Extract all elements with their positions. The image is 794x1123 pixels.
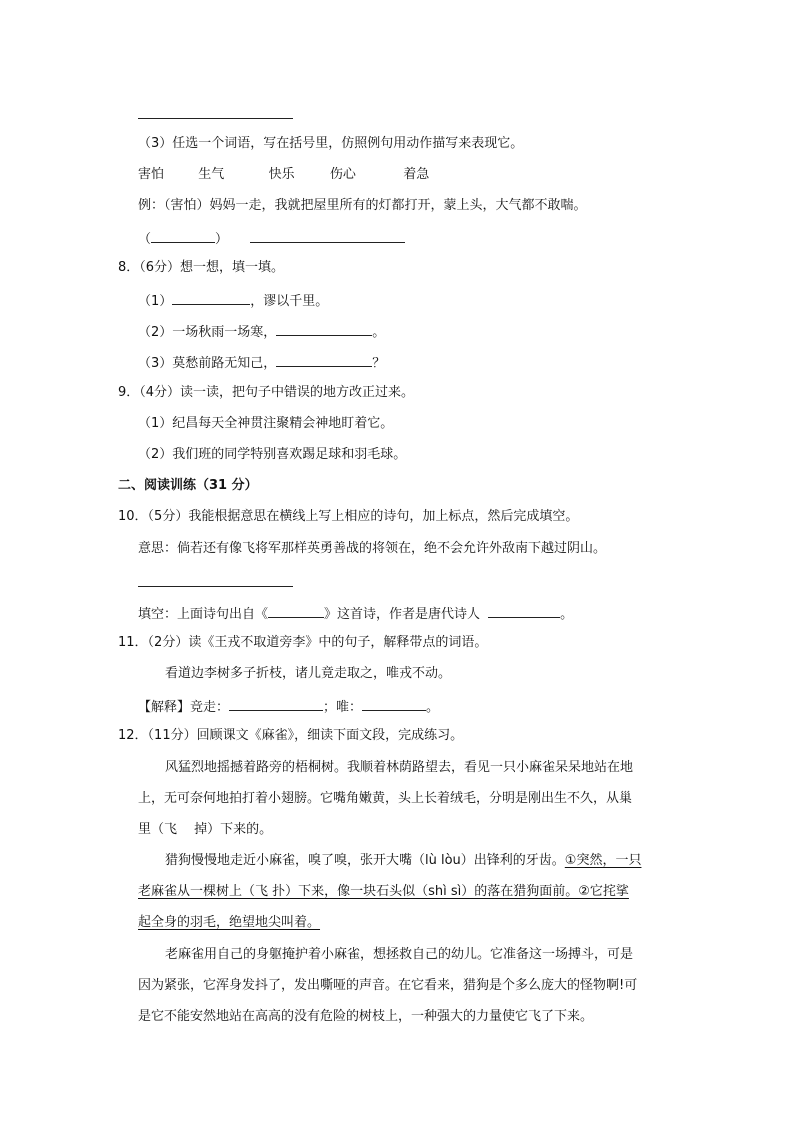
q7-3-prompt: （3）任选一个词语，写在括号里，仿照例句用动作描写来表现它。 bbox=[138, 136, 524, 151]
underlined-sentence: 起全身的羽毛，绝望地尖叫着。 bbox=[138, 915, 321, 930]
word-choices bbox=[138, 166, 429, 184]
q8-heading: 8．（6分）想一想，填一填。 bbox=[118, 260, 285, 275]
answer-blank[interactable] bbox=[172, 290, 250, 305]
q9-item-1: （1）纪昌每天全神贯注聚精会神地盯着它。 bbox=[138, 416, 394, 431]
section-heading: 二、阅读训练（31 分） bbox=[118, 478, 258, 493]
answer-blank[interactable] bbox=[488, 603, 560, 618]
answer-blank[interactable] bbox=[268, 603, 324, 618]
underlined-sentence: 老麻雀从一棵树上（飞 扑）下来，像一块石头似（shì sì）的落在猎狗面前。②它挓挲 bbox=[138, 884, 629, 899]
word-option: 着急 bbox=[403, 167, 430, 182]
passage-line: 老麻雀用自己的身躯掩护着小麻雀，想拯救自己的幼儿。它准备这一场搏斗，可是 bbox=[165, 947, 634, 962]
answer-blank[interactable] bbox=[229, 696, 323, 711]
q10-meaning: 意思：倘若还有像飞将军那样英勇善战的将领在，绝不会允许外敌南下越过阴山。 bbox=[138, 541, 607, 556]
q8-item-1: （1） ，谬以千里。 bbox=[138, 290, 328, 311]
answer-blank[interactable] bbox=[250, 228, 405, 243]
passage-line: 里（飞 掉）下来的。 bbox=[138, 822, 273, 837]
q10-heading: 10．（5分）我能根据意思在横线上写上相应的诗句，加上标点，然后完成填空。 bbox=[118, 509, 579, 524]
q10-fill: 填空：上面诗句出自《 》这首诗，作者是唐代诗人 。 bbox=[138, 603, 573, 624]
word-option: 害怕 bbox=[138, 167, 165, 182]
q11-heading: 11．（2分）读《王戎不取道旁李》中的句子，解释带点的词语。 bbox=[118, 635, 488, 650]
underlined-sentence: ①突然，一只 bbox=[564, 853, 642, 868]
q7-3-example: 例：（害怕）妈妈一走，我就把屋里所有的灯都打开，蒙上头，大气都不敢喘。 bbox=[138, 198, 587, 213]
passage-line: 猎狗慢慢地走近小麻雀，嗅了嗅，张开大嘴（lù lòu）出锋利的牙齿。①突然，一只 bbox=[165, 853, 642, 868]
q12-heading: 12．（11分）回顾课文《麻雀》，细读下面文段，完成练习。 bbox=[118, 728, 464, 743]
answer-line bbox=[138, 118, 293, 119]
answer-blank[interactable] bbox=[276, 352, 372, 367]
answer-line[interactable] bbox=[138, 586, 293, 587]
answer-blank[interactable] bbox=[362, 696, 426, 711]
word-option: 生气 bbox=[198, 167, 225, 182]
passage-line: 因为紧张，它浑身发抖了，发出嘶哑的声音。在它看来，猎狗是个多么庞大的怪物啊!可 bbox=[138, 978, 638, 993]
word-option: 快乐 bbox=[268, 167, 295, 182]
q11-quote: 看道边李树多子折枝，诸儿竟走取之，唯戎不动。 bbox=[165, 666, 452, 681]
q8-item-2: （2）一场秋雨一场寒， 。 bbox=[138, 321, 385, 342]
answer-blank[interactable] bbox=[276, 321, 372, 336]
q9-heading: 9．（4分）读一读，把句子中错误的地方改正过来。 bbox=[118, 385, 415, 400]
q7-3-answer: （ ） bbox=[138, 228, 405, 249]
passage-line: 风猛烈地摇撼着路旁的梧桐树。我顺着林荫路望去，看见一只小麻雀呆呆地站在地 bbox=[165, 760, 634, 775]
word-option: 伤心 bbox=[329, 167, 356, 182]
answer-blank[interactable] bbox=[151, 228, 215, 243]
q11-explain: 【解释】竞走： ；唯： 。 bbox=[138, 696, 439, 717]
q8-item-3: （3）莫愁前路无知己， ？ bbox=[138, 352, 385, 373]
passage-line: 是它不能安然地站在高高的没有危险的树枝上，一种强大的力量使它飞了下来。 bbox=[138, 1009, 594, 1024]
passage-line: 上，无可奈何地拍打着小翅膀。它嘴角嫩黄，头上长着绒毛，分明是刚出生不久，从巢 bbox=[138, 791, 633, 806]
q9-item-2: （2）我们班的同学特别喜欢踢足球和羽毛球。 bbox=[138, 447, 407, 462]
